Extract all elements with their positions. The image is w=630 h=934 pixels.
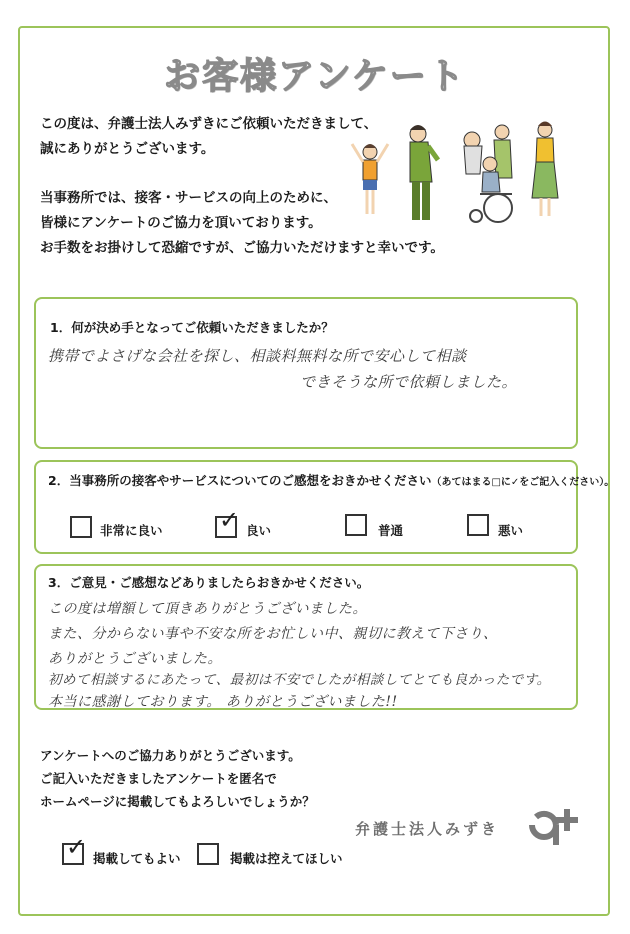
rating-label: 悪い: [498, 523, 524, 538]
question-3-answer: 本当に感謝しております。 ありがとうございました!!: [48, 694, 398, 710]
publish-yes-label: 掲載してもよい: [93, 851, 181, 866]
woman-figure: [532, 122, 558, 217]
question-3-answer: また、分からない事や不安な所をお忙しい中、親切に教えて下さり、: [48, 626, 498, 642]
publish-no-label: 掲載は控えてほしい: [230, 851, 343, 866]
intro-line: 誠にありがとうございます。: [40, 141, 215, 157]
lawyer-figure: [410, 125, 438, 220]
rating-checkbox[interactable]: [345, 514, 367, 536]
rating-checkbox[interactable]: [70, 516, 92, 538]
question-3-label: 3．ご意見・ご感想などありましたらおきかせください。: [48, 575, 370, 590]
checkmark-icon: ✓: [66, 833, 87, 861]
question-2-label: [48, 471, 614, 489]
rating-checkbox[interactable]: [215, 506, 240, 538]
question-1-answer: 携帯でよさげな会社を探し、相談料無料な所で安心して相談: [48, 347, 467, 365]
question-1-label: 1．何が決め手となってご依頼いただきましたか？: [50, 320, 334, 335]
footer-text: アンケートへのご協力ありがとうございます。: [40, 748, 301, 763]
intro-line: この度は、弁護士法人みずきにご依頼いただきまして、: [40, 116, 378, 132]
rating-label: 非常に良い: [100, 523, 163, 538]
footer-text: ホームページに掲載してもよろしいでしょうか？: [40, 794, 315, 809]
question-2-text: 2．当事務所の接客やサービスについてのご感想をおきかせください: [48, 473, 432, 488]
question-2-note: （あてはまる□に✓をご記入ください）。: [431, 477, 615, 488]
question-3-answer: ありがとうございました。: [48, 651, 222, 667]
question-3-answer: この度は増額して頂きありがとうございました。: [48, 601, 367, 617]
rating-checkbox[interactable]: [467, 514, 489, 536]
intro-line: 当事務所では、接客・サービスの向上のために、: [40, 190, 337, 206]
firm-logo-icon: [528, 803, 578, 851]
survey-title: お客様アンケート: [164, 56, 466, 97]
firm-name: 弁護士法人みずき: [355, 820, 500, 838]
intro-line: 皆様にアンケートのご協力を頂いております。: [40, 215, 322, 231]
child-figure: [352, 144, 388, 214]
rating-label: 良い: [246, 523, 272, 538]
question-3-answer: 初めて相談するにあたって、最初は不安でしたが相談してとても良かったです。: [48, 672, 551, 688]
checkmark-icon: ✓: [219, 506, 240, 534]
people-illustration: [340, 112, 580, 232]
rating-label: 普通: [378, 523, 404, 538]
footer-text: ご記入いただきましたアンケートを匿名で: [40, 771, 277, 786]
wheelchair-figure: [464, 125, 512, 222]
question-1-answer: できそうな所で依頼しました。: [300, 373, 518, 391]
intro-line: お手数をお掛けして恐縮ですが、ご協力いただけますと幸いです。: [40, 240, 444, 256]
publish-yes-checkbox[interactable]: [62, 833, 87, 865]
publish-no-checkbox[interactable]: [197, 843, 219, 865]
